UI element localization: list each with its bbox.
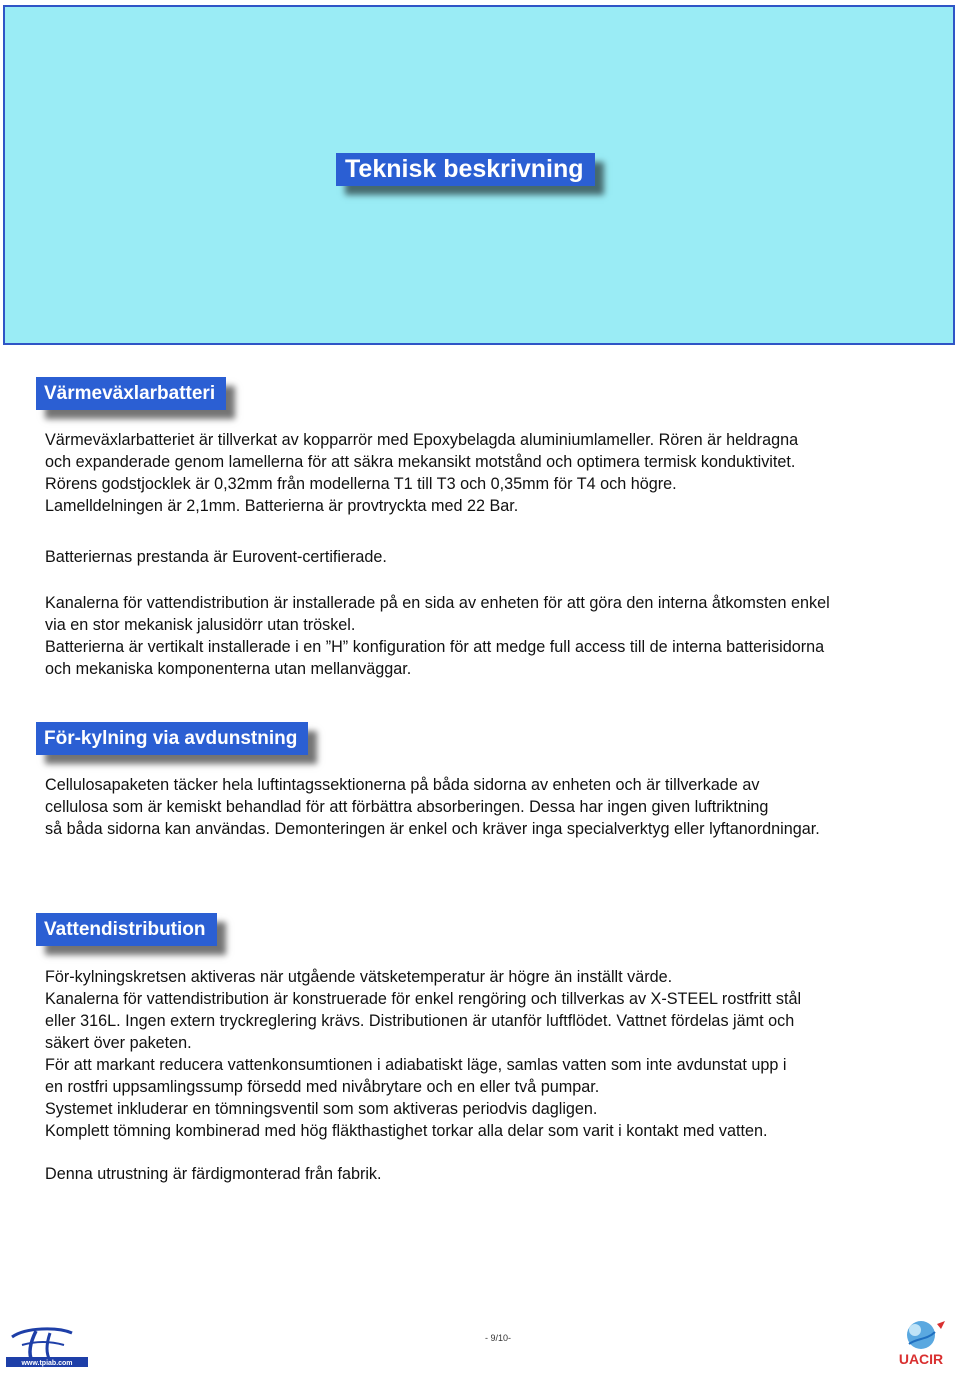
section-heading-for-kylning: För-kylning via avdunstning bbox=[36, 722, 308, 755]
section-heading-varmevaxlarbatteri: Värmeväxlarbatteri bbox=[36, 377, 226, 410]
text-line: cellulosa som är kemiskt behandlad för att förbättra absorberingen. Dessa har ingen given luftriktning bbox=[45, 798, 769, 816]
footer-logo-right-text: UACIR bbox=[898, 1351, 944, 1367]
paragraph bbox=[45, 1163, 945, 1185]
page-number: - 9/10- bbox=[485, 1333, 512, 1343]
paragraph bbox=[45, 429, 945, 517]
paragraph bbox=[45, 966, 945, 1142]
text-line: Kanalerna för vattendistribution är installerade på en sida av enheten för att göra den interna åtkomsten enkel bbox=[45, 594, 830, 612]
text-line: Värmeväxlarbatteriet är tillverkat av kopparrör med Epoxybelagda aluminiumlameller. Rören är heldragna bbox=[45, 431, 799, 449]
section-heading-vattendistribution: Vattendistribution bbox=[36, 913, 217, 946]
text-line: Komplett tömning kombinerad med hög fläkthastighet torkar alla delar som varit i kontakt med vatten. bbox=[45, 1122, 768, 1140]
page-title: Teknisk beskrivning bbox=[336, 153, 595, 186]
paragraph bbox=[45, 546, 945, 568]
tpiab-logo-icon bbox=[6, 1323, 88, 1369]
text-line: en rostfri uppsamlingssump försedd med nivåbrytare och en eller två pumpar. bbox=[45, 1078, 600, 1096]
text-line: Rörens godstjocklek är 0,32mm från modellerna T1 till T3 och 0,35mm för T4 och högre. bbox=[45, 475, 677, 493]
uacir-logo-icon bbox=[891, 1318, 951, 1370]
text-line: Systemet inkluderar en tömningsventil som som aktiveras periodvis dagligen. bbox=[45, 1100, 598, 1118]
text-line: För-kylningskretsen aktiveras när utgående vätsketemperatur är högre än inställt värde. bbox=[45, 968, 673, 986]
text-line: Denna utrustning är färdigmonterad från fabrik. bbox=[45, 1165, 382, 1183]
text-line: via en stor mekanisk jalusidörr utan tröskel. bbox=[45, 616, 356, 634]
text-line: eller 316L. Ingen extern tryckreglering krävs. Distributionen är utanför luftflödet. Vattnet fördelas jämt och bbox=[45, 1012, 795, 1030]
text-line: så båda sidorna kan användas. Demonteringen är enkel och kräver inga specialverktyg eller lyftanordningar. bbox=[45, 820, 820, 838]
paragraph bbox=[45, 774, 945, 840]
text-line: Kanalerna för vattendistribution är konstruerade för enkel rengöring och tillverkas av X-STEEL rostfritt stål bbox=[45, 990, 802, 1008]
text-line: Cellulosapaketen täcker hela luftintagssektionerna på båda sidorna av enheten och är tillverkade av bbox=[45, 776, 760, 794]
text-line: För att markant reducera vattenkonsumtionen i adiabatiskt läge, samlas vatten som inte avdunstat upp i bbox=[45, 1056, 787, 1074]
text-line: Lamelldelningen är 2,1mm. Batterierna är provtryckta med 22 Bar. bbox=[45, 497, 519, 515]
paragraph bbox=[45, 592, 945, 680]
company-logo-left bbox=[6, 1323, 88, 1369]
text-line: Batteriernas prestanda är Eurovent-certifierade. bbox=[45, 548, 387, 566]
text-line: Batterierna är vertikalt installerade i en ”H” konfiguration för att medge full access till de interna batterisidorna bbox=[45, 638, 825, 656]
text-line: och mekaniska komponenterna utan mellanväggar. bbox=[45, 660, 412, 678]
footer-logo-left-text: www.tpiab.com bbox=[21, 1360, 73, 1367]
company-logo-right bbox=[891, 1318, 951, 1370]
text-line: säkert över paketen. bbox=[45, 1034, 192, 1052]
text-line: och expanderade genom lamellerna för att säkra mekansikt motstånd och optimera termisk konduktivitet. bbox=[45, 453, 796, 471]
